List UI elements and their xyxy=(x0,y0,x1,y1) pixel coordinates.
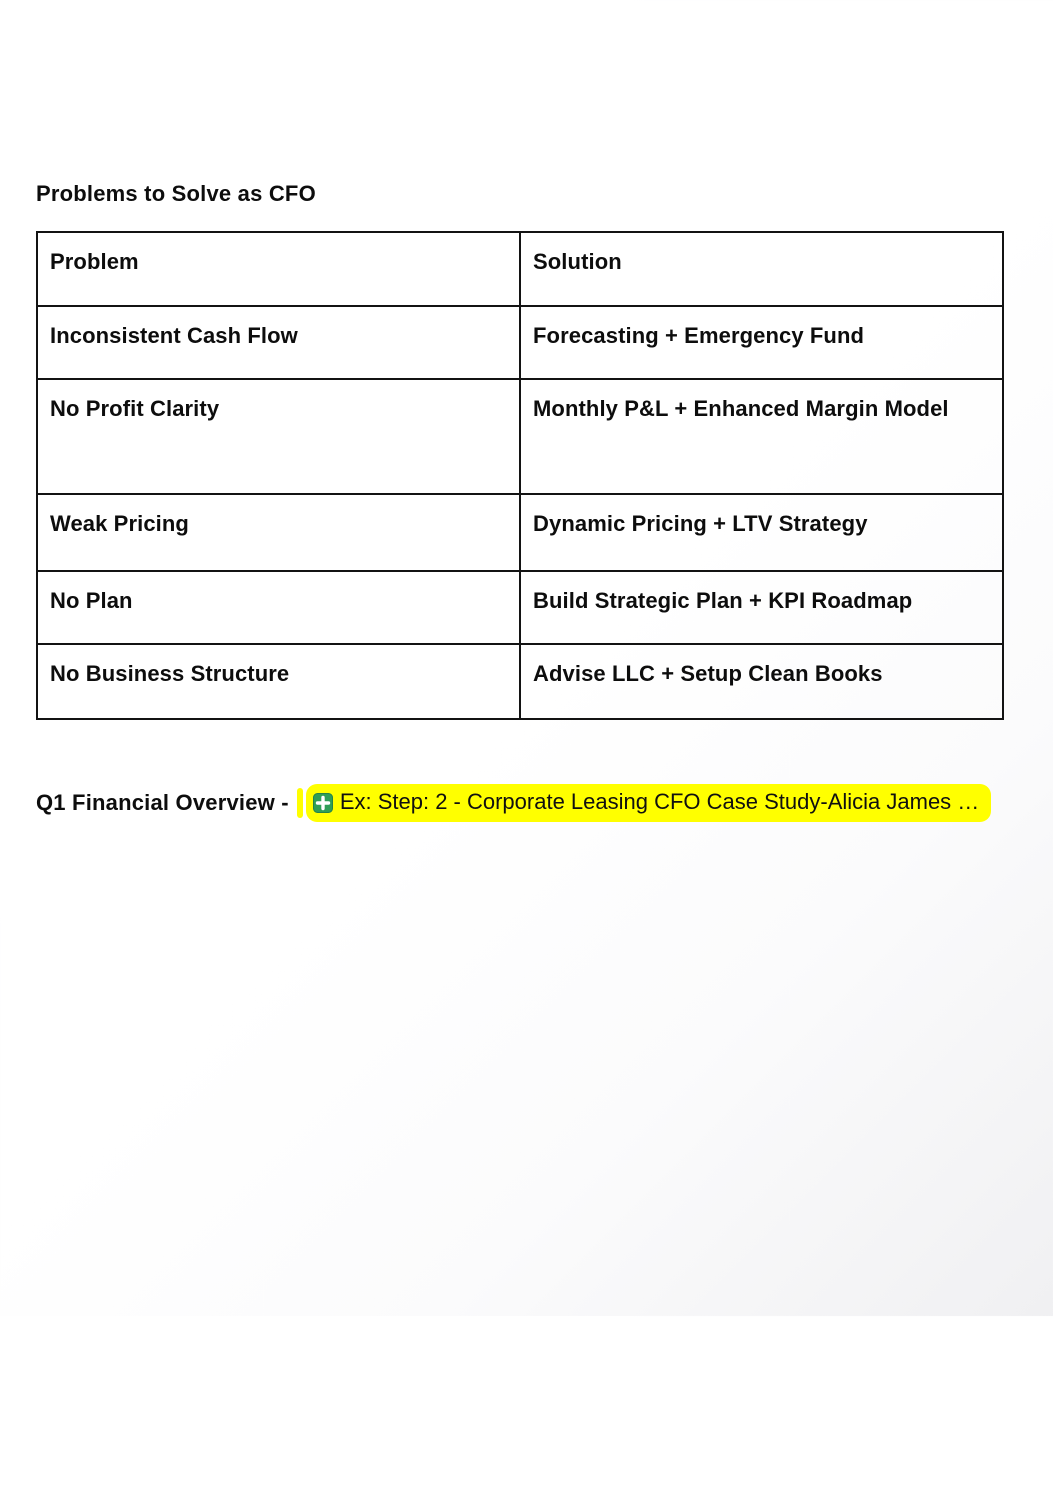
q1-financial-overview-line xyxy=(36,784,1004,822)
spreadsheet-link-text: Ex: Step: 2 - Corporate Leasing CFO Case Study-Alicia James … xyxy=(339,789,980,814)
problem-cell: Weak Pricing xyxy=(37,494,520,571)
solution-cell: Advise LLC + Setup Clean Books xyxy=(520,644,1003,719)
sheets-icon xyxy=(313,793,333,813)
problems-solutions-table xyxy=(36,231,1004,720)
spreadsheet-link-chip[interactable] xyxy=(306,784,991,822)
document-page xyxy=(0,181,1053,1497)
problem-cell: Inconsistent Cash Flow xyxy=(37,306,520,379)
table-row xyxy=(37,379,1003,494)
problem-cell: No Plan xyxy=(37,571,520,644)
table-row xyxy=(37,494,1003,571)
solution-cell: Forecasting + Emergency Fund xyxy=(520,306,1003,379)
table-row xyxy=(37,644,1003,719)
table-row xyxy=(37,571,1003,644)
q1-overview-label: Q1 Financial Overview - xyxy=(36,790,289,815)
problem-cell: No Profit Clarity xyxy=(37,379,520,494)
column-header-solution: Solution xyxy=(520,232,1003,306)
solution-cell: Build Strategic Plan + KPI Roadmap xyxy=(520,571,1003,644)
table-row xyxy=(37,306,1003,379)
solution-cell: Monthly P&L + Enhanced Margin Model xyxy=(520,379,1003,494)
problem-cell: No Business Structure xyxy=(37,644,520,719)
section-title: Problems to Solve as CFO xyxy=(36,181,316,206)
highlight-sliver xyxy=(297,788,303,818)
column-header-problem: Problem xyxy=(37,232,520,306)
solution-cell: Dynamic Pricing + LTV Strategy xyxy=(520,494,1003,571)
table-header-row xyxy=(37,232,1003,306)
